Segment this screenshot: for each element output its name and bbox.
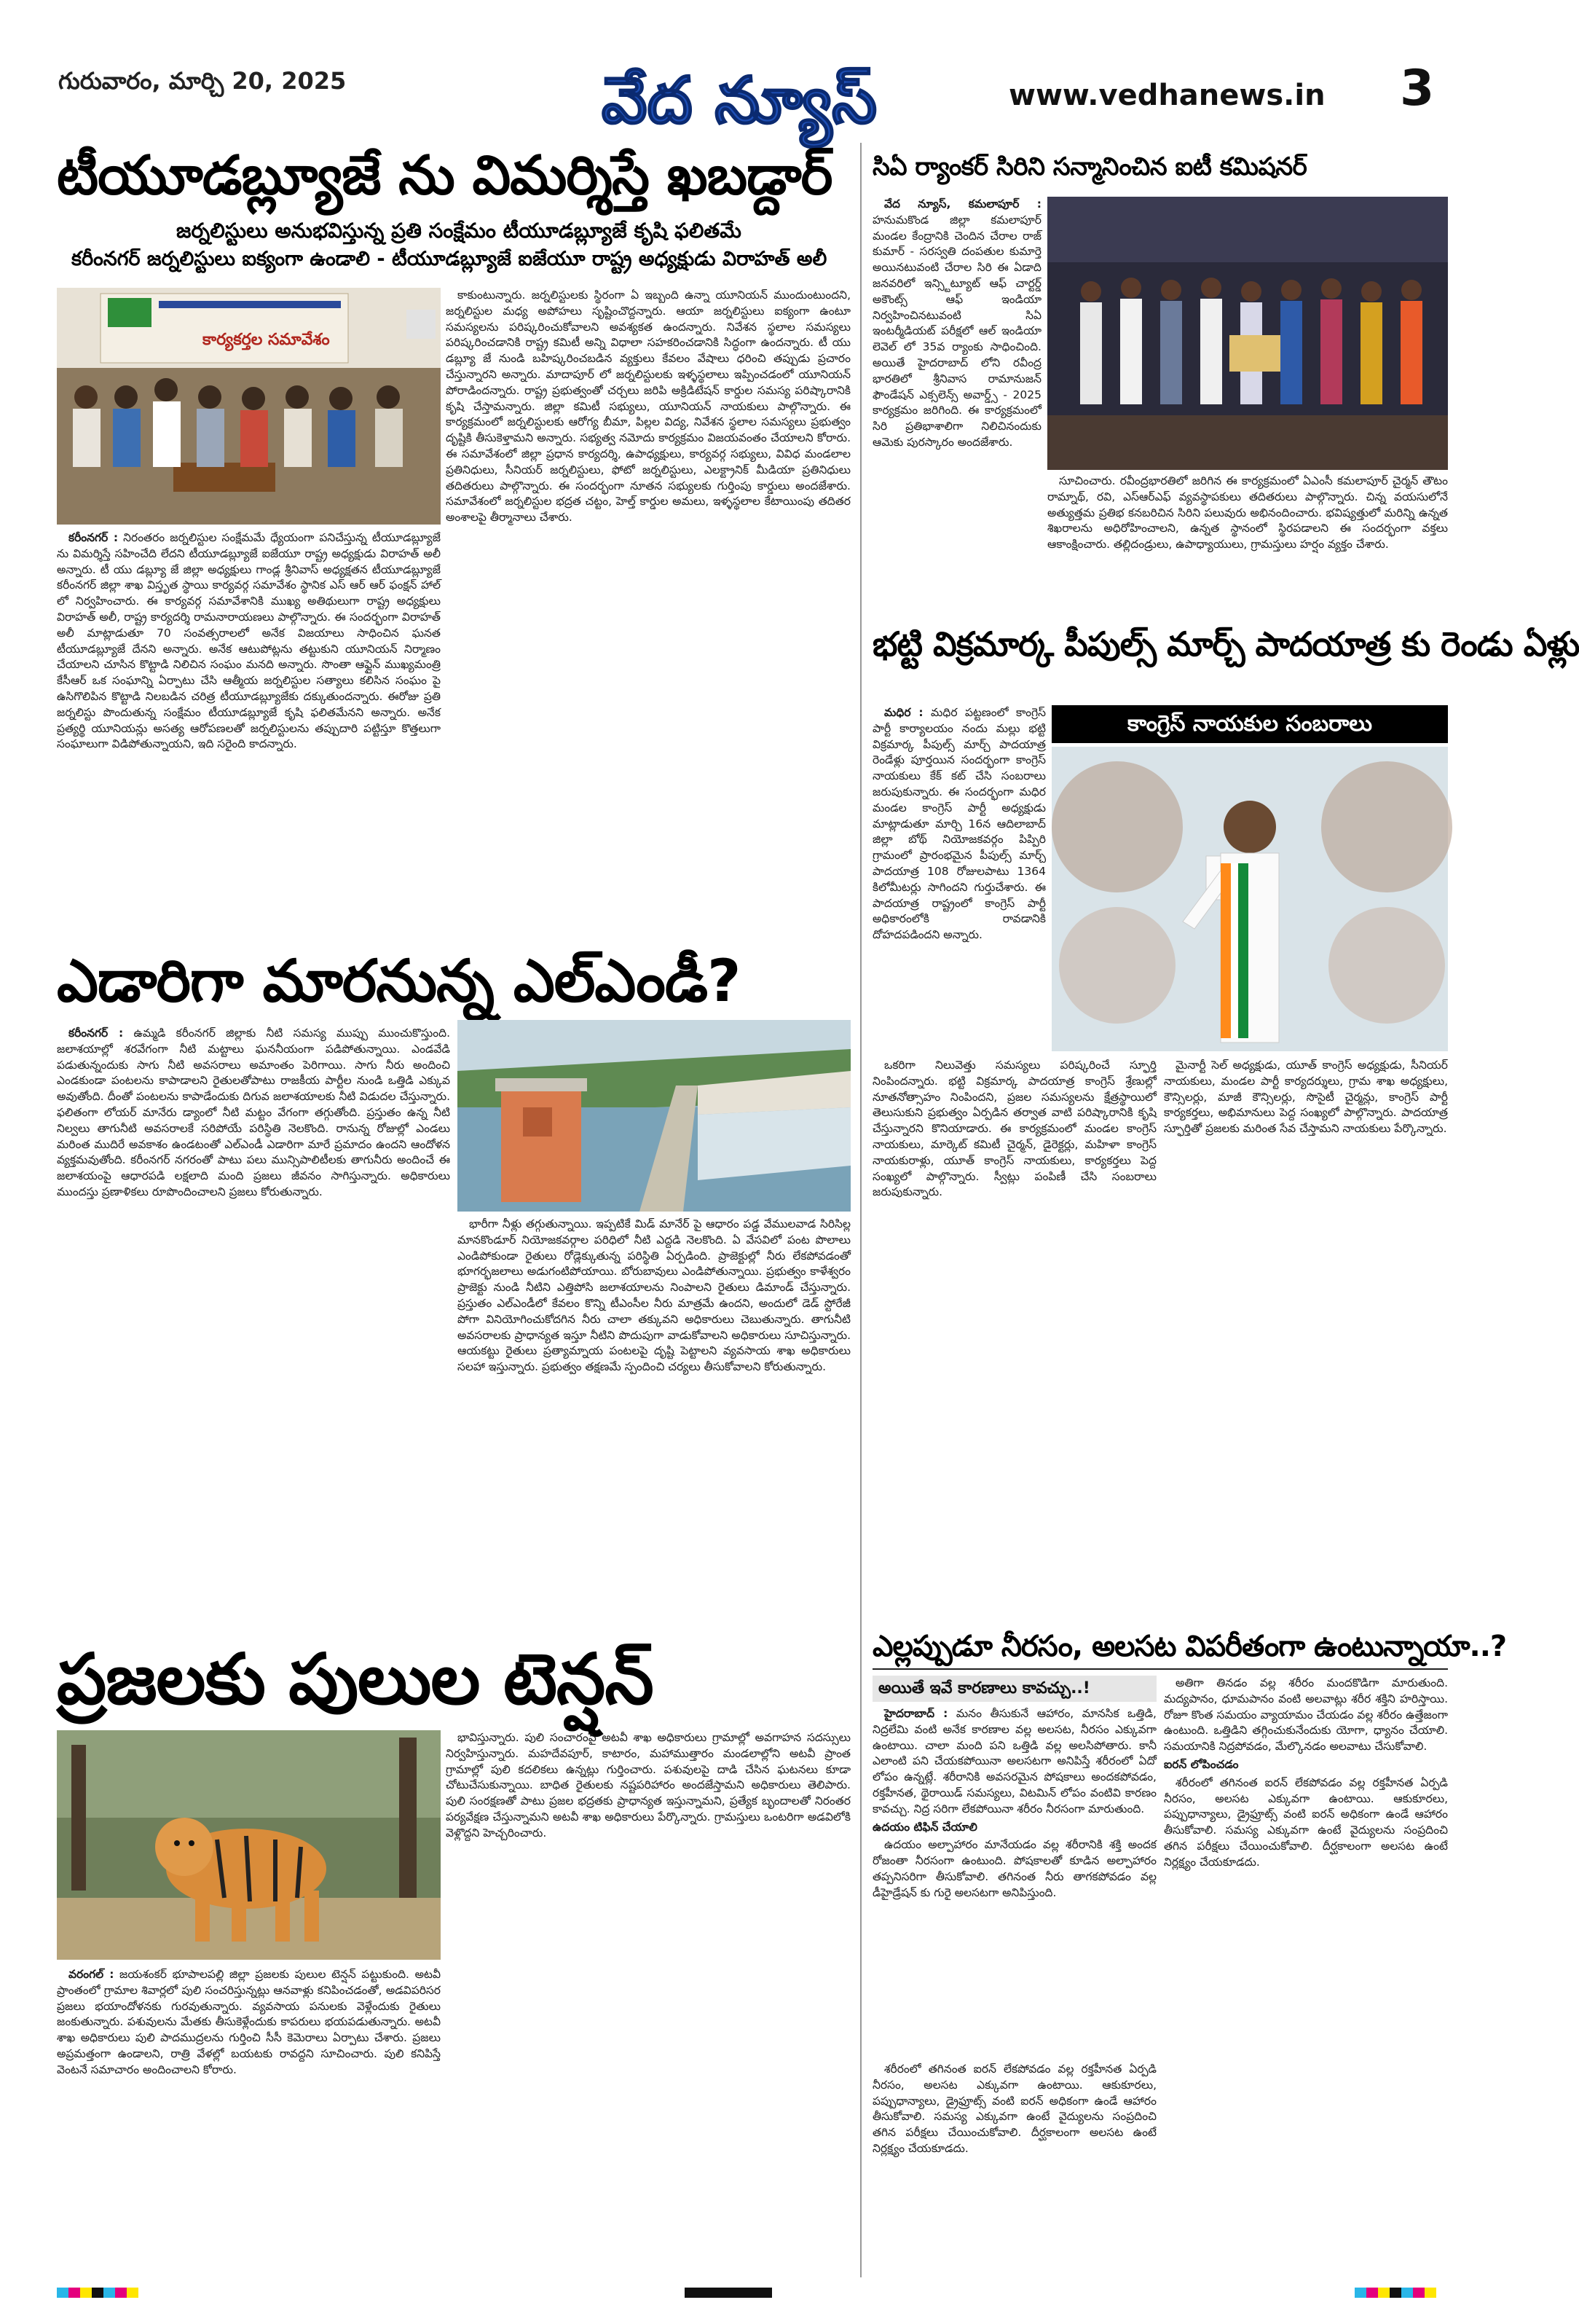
tuwj-meeting-photo: [57, 288, 441, 525]
fatigue-subhead: అయితే ఇవే కారణాలు కావచ్చు..!: [873, 1676, 1157, 1702]
color-swatch: [68, 2288, 80, 2298]
bhatti-banner-text: కాంగ్రెస్ నాయకుల సంబరాలు: [1127, 711, 1372, 737]
tuwj-body-column-1: కరీంనగర్ : నిరంతరం జర్నలిస్టుల సంక్షేమమే ధ్యేయంగా పనిచేస్తున్న టీయూడబ్ల్యూజే ను విమర్శిస్తే సహించేది లేదని టీయూడబ్ల్యూజే ఐజేయూ రాష్ట్ర అధ్యక్షుడు విరాహత్ అలీ అన్నారు. టీ యు డబ్ల్యూ జే జిల్లా అధ్యక్షులు గాండ్ల శ్రీనివాస్ అధ్యక్షతన టీయూడబ్ల్యూజే కరీంనగర్ జిల్లా శాఖ విస్తృత స్థాయి కార్యవర్గ సమావేశం స్థానిక ఎస్ ఆర్ ఆర్ ఫంక్షన్ హాల్ లో నిర్వహించారు. ఈ కార్యవర్గ సమావేశానికి ముఖ్య అతిథులుగా రాష్ట్ర అధ్యక్షులు విరాహత్ అలీ, రాష్ట్ర కార్యదర్శి రామనారాయణలు పాల్గొన్నారు. ఈ సందర్భంగా విరాహత్ అలీ మాట్లాడుతూ 70 సంవత్సరాలలో అనేక విజయాలు సాధించిన ఘనత టీయూడబ్ల్యూజే దేనని అన్నారు. అనేక ఆటుపోట్లను తట్టుకుని యూనియన్ నిర్మాణం చేయాలని చూసిన కొట్టాడి నిలిచిన సంఘం మనది అన్నారు. సొంతా ఆఫ్లైన్ ముఖ్యమంత్రి కేసీఆర్ ఒక సంఘాన్ని ఏర్పాటు చేసి ఆత్మీయ జర్నలిస్టుల సత్యాలు కలిసిన సంఘం పై ఉసిగొలిపిన కొట్టాడి నిలబడిన చరిత్ర టీయూడబ్ల్యూజేకు దక్కుతుందన్నారు. ఈరోజు ప్రతి జర్నలిస్టు పొందుతున్న సంక్షేమం టీయూడబ్ల్యూజే కృషి ఫలితమేనని అన్నారు. అనేక ప్రత్యర్థి యూనియన్లు అసత్య ఆరోపణలతో జర్నలిస్టులను తప్పుదారి పట్టిస్తూ కొత్తలుగా సంఘాలుగా విడిపోతున్నాయని, ఇది సరైంది కాదన్నారు.: [57, 531, 441, 751]
itcomm-headline: సిఏ ర్యాంకర్ సిరిని సన్మానించిన ఐటీ కమిషనర్: [873, 152, 1307, 181]
color-swatch: [1378, 2288, 1390, 2298]
color-swatch: [92, 2288, 103, 2298]
fatigue-sub-iron: ఐరన్ లోపించడం: [1164, 1757, 1239, 1771]
column-divider: [860, 143, 862, 2277]
color-swatch: [80, 2288, 92, 2298]
black-registration-bar: [685, 2288, 772, 2298]
logo-text: వేద న్యూస్: [602, 63, 877, 138]
lmd-headline: ఎడారిగా మారనున్న ఎల్ఎండీ?: [57, 947, 741, 1015]
color-registration-strip-left: [57, 2288, 138, 2298]
fatigue-headline: ఎల్లప్పుడూ నీరసం, అలసట విపరీతంగా ఉంటున్నాయా..?: [873, 1630, 1507, 1663]
bhatti-body-column-3: మైనార్టీ సెల్ అధ్యక్షుడు, యూత్ కాంగ్రెస్ అధ్యక్షుడు, సీనియర్ నాయకులు, మండల పార్టీ కార్యదర్శులు, గ్రామ శాఖ అధ్యక్షులు, కౌన్సిలర్లు, మాజీ కౌన్సిలర్లు, సొసైటీ చైర్మన్లు, కాంగ్రెస్ పార్టీ కార్యకర్తలు, అభిమానులు పెద్ద సంఖ్యలో పాల్గొన్నారు. పాదయాత్ర స్ఫూర్తితో ప్రజలకు మరింత సేవ చేస్తామని నాయకులు పేర్కొన్నారు.: [1164, 1059, 1448, 1136]
issue-date: గురువారం, మార్చి 20, 2025: [58, 67, 347, 95]
bhatti-portrait-photo: [1052, 747, 1448, 1051]
color-swatch: [1413, 2288, 1425, 2298]
color-swatch: [1401, 2288, 1413, 2298]
tiger-photo: [57, 1730, 441, 1960]
fatigue-body-column-2: అతిగా తినడం వల్ల శరీరం మందకొడిగా మారుతుంది. మద్యపానం, ధూమపానం వంటి అలవాట్లు శరీర శక్తిని హరిస్తాయి. రోజూ కొంత సమయం వ్యాయామం చేయడం వల్ల శరీరం ఉత్తేజంగా ఉంటుంది. ఒత్తిడిని తగ్గించుకునేందుకు యోగా, ధ్యానం చేయాలి. సమయానికి నిద్రపోవడం, మేల్కొనడం అలవాటు చేసుకోవాలి. ఐరన్ లోపించడం శరీరంలో తగినంత ఐరన్ లేకపోవడం వల్ల రక్తహీనత ఏర్పడి నీరసం, అలసట ఎక్కువగా ఉంటాయి. ఆకుకూరలు, పప్పుధాన్యాలు, డ్రైఫ్రూట్స్ వంటి ఐరన్ అధికంగా ఉండే ఆహారం తీసుకోవాలి. సమస్య ఎక్కువగా ఉంటే వైద్యులను సంప్రదించి తగిన పరీక్షలు చేయించుకోవాలి. దీర్ఘకాలంగా అలసట ఉంటే నిర్లక్ష్యం చేయకూడదు.: [1164, 1676, 1448, 1869]
color-registration-strip-right: [1355, 2288, 1436, 2298]
meeting-banner-text: కార్యకర్తల సమావేశం: [202, 331, 330, 349]
color-swatch: [1425, 2288, 1436, 2298]
newspaper-logo: [583, 50, 896, 141]
lmd-dam-photo: [457, 1020, 851, 1212]
tuwj-subhead-2: కరీంనగర్ జర్నలిస్టులు ఐక్యంగా ఉండాలి - టీయూడబ్ల్యూజే ఐజేయూ రాష్ట్ర అధ్యక్షుడు విరాహత్ అలీ: [71, 248, 827, 270]
website-url[interactable]: www.vedhanews.in: [1009, 79, 1326, 112]
tigers-headline: ప్రజలకు పులుల టెన్షన్: [57, 1638, 653, 1720]
fatigue-divider: [873, 1668, 1448, 1670]
color-swatch: [1390, 2288, 1401, 2298]
color-swatch: [103, 2288, 115, 2298]
tuwj-headline: టీయూడబ్ల్యూజే ను విమర్శిస్తే ఖబడ్దార్: [57, 144, 832, 207]
page-number: 3: [1400, 60, 1435, 117]
tigers-body-column-1: వరంగల్ : జయశంకర్ భూపాలపల్లి జిల్లా ప్రజలకు పులుల టెన్షన్ పట్టుకుంది. అటవీ ప్రాంతంలో గ్రామాల శివార్లలో పులి సంచరిస్తున్నట్లు ఆనవాళ్లు కనిపించడంతో, అడవిపరిసర ప్రజలు భయాందోళనకు గురవుతున్నారు. వ్యవసాయ పనులకు వెళ్లేందుకు రైతులు జంకుతున్నారు. పశువులను మేతకు తీసుకెళ్లేందుకు కాపరులు భయపడుతున్నారు. అటవీ శాఖ అధికారులు పులి పాదముద్రలను గుర్తించి సీసీ కెమెరాలు ఏర్పాటు చేశారు. ప్రజలు అప్రమత్తంగా ఉండాలని, రాత్రి వేళల్లో బయటకు రావద్దని సూచించారు. పులి కనిపిస్తే వెంటనే సమాచారం అందించాలని కోరారు.: [57, 1968, 441, 2076]
itcomm-body-top: వేద న్యూస్, కమలాపూర్ : హనుమకొండ జిల్లా కమలాపూర్ మండల కేంద్రానికి చెందిన చేరాల రాజ్ కుమార్ - సరస్వతి దంపతుల కుమార్తె అయినటువంటి చేరాల సిరి ఈ ఏడాది జనవరిలో ఇన్స్టిట్యూట్ ఆఫ్ చార్టర్డ్ అకౌంట్స్ ఆఫ్ ఇండియా నిర్వహించినటువంటి సిఏ ఇంటర్మీడియట్ పరీక్షలో ఆల్ ఇండియా లెవెల్ లో 35వ ర్యాంకు సాధించింది. అయితే హైదరాబాద్ లోని రవీంద్ర భారతిలో శ్రీనివాస రామానుజన్ ఫౌండేషన్ ఎక్సలెన్స్ అవార్డ్స్ - 2025 కార్యక్రమం జరిగింది. ఈ కార్యక్రమంలో సిరి ప్రతిభాశాలిగా నిలిచినందుకు ఆమెకు పురస్కారం అందజేశారు.: [873, 197, 1041, 449]
color-swatch: [115, 2288, 127, 2298]
bhatti-banner: [1052, 705, 1448, 743]
fatigue-body-column-1: హైదరాబాద్ : మనం తీసుకునే ఆహారం, మానసిక ఒత్తిడి, నిద్రలేమి వంటి అనేక కారణాల వల్ల అలసట, నీరసం ఎక్కువగా ఉంటాయి. చాలా మంది పని ఒత్తిడి వల్ల అలసిపోతారు. కానీ ఎలాంటి పని చేయకపోయినా అలసటగా అనిపిస్తే శరీరంలో ఏదో లోపం ఉన్నట్లే. శరీరానికి అవసరమైన పోషకాలు అందకపోవడం, రక్తహీనత, థైరాయిడ్ సమస్యలు, విటమిన్ లోపం వంటివి కారణం కావచ్చు. నిద్ర సరిగా లేకపోయినా శరీరం నీరసంగా మారుతుంది. ఉదయం టిఫిన్ చేయాలి ఉదయం అల్పాహారం మానేయడం వల్ల శరీరానికి శక్తి అందక రోజంతా నీరసంగా ఉంటుంది. పోషకాలతో కూడిన అల్పాహారం తప్పనిసరిగా తీసుకోవాలి. తగినంత నీరు తాగకపోవడం వల్ల డీహైడ్రేషన్ కు గురై అలసటగా అనిపిస్తుంది.: [873, 1707, 1157, 1899]
color-swatch: [127, 2288, 138, 2298]
fatigue-sub-breakfast: ఉదయం టిఫిన్ చేయాలి: [873, 1820, 977, 1834]
fatigue-body-column-1-cont: శరీరంలో తగినంత ఐరన్ లేకపోవడం వల్ల రక్తహీనత ఏర్పడి నీరసం, అలసట ఎక్కువగా ఉంటాయి. ఆకుకూరలు, పప్పుధాన్యాలు, డ్రైఫ్రూట్స్ వంటి ఐరన్ అధికంగా ఉండే ఆహారం తీసుకోవాలి. సమస్య ఎక్కువగా ఉంటే వైద్యులను సంప్రదించి తగిన పరీక్షలు చేయించుకోవాలి. దీర్ఘకాలంగా అలసట ఉంటే నిర్లక్ష్యం చేయకూడదు.: [873, 2062, 1157, 2155]
bhatti-body-column-1: మధిర : మధిర పట్టణంలో కాంగ్రెస్ పార్టీ కార్యాలయం నందు మల్లు భట్టి విక్రమార్క పీపుల్స్ మార్చ్ పాదయాత్ర రెండేళ్లు పూర్తయిన సందర్భంగా కాంగ్రెస్ నాయకులు కేక్ కట్ చేసి సంబరాలు జరుపుకున్నారు. ఈ సందర్భంగా మధిర మండల కాంగ్రెస్ పార్టీ అధ్యక్షుడు మాట్లాడుతూ మార్చి 16న ఆదిలాబాద్ జిల్లా బోథ్ నియోజకవర్గం పిప్పిరి గ్రామంలో ప్రారంభమైన పీపుల్స్ మార్చ్ పాదయాత్ర 108 రోజులపాటు 1364 కిలోమీటర్లు సాగిందని గుర్తుచేశారు. ఈ పాదయాత్ర రాష్ట్రంలో కాంగ్రెస్ పార్టీ అధికారంలోకి రావడానికి దోహదపడిందని అన్నారు.: [873, 706, 1046, 942]
color-swatch: [1355, 2288, 1366, 2298]
lmd-body-column-2: భారీగా నీళ్లు తగ్గుతున్నాయి. ఇప్పటికే మిడ్ మానేర్ పై ఆధారం పడ్డ వేములవాడ సిరిసిల్ల మానకొండూర్ నియోజకవర్గాల పరిధిలో నీటి ఎద్దడి నెలకొంది. ఏ వేసవిలో పంట పొలాలు ఎండిపోకుండా రైతులు రోడ్లెక్కుతున్న పరిస్థితి ఏర్పడింది. ప్రాజెక్టుల్లో నీరు లేకపోవడంతో భూగర్భజలాలు అడుగంటిపోయాయి. బోరుబావులు ఎండిపోతున్నాయి. ప్రభుత్వం కాళేశ్వరం ప్రాజెక్టు నుండి నీటిని ఎత్తిపోసి జలాశయాలను నింపాలని రైతులు డిమాండ్ చేస్తున్నారు. ప్రస్తుతం ఎల్ఎండీలో కేవలం కొన్ని టీఎంసీల నీరు మాత్రమే ఉందని, అందులో డెడ్ స్టోరేజీ పోగా వినియోగించుకోదగిన నీరు చాలా తక్కువని అధికారులు చెబుతున్నారు. తాగునీటి అవసరాలకు ప్రాధాన్యత ఇస్తూ నీటిని పొదుపుగా వాడుకోవాలని అధికారులు సూచిస్తున్నారు. ఆయకట్టు రైతులు ప్రత్యామ్నాయ పంటలపై దృష్టి పెట్టాలని వ్యవసాయ శాఖ అధికారులు సలహా ఇస్తున్నారు. ప్రభుత్వం తక్షణమే స్పందించి చర్యలు తీసుకోవాలని కోరుతున్నారు.: [457, 1217, 851, 1374]
tigers-body-column-2: భావిస్తున్నారు. పులి సంచారంపై అటవీ శాఖ అధికారులు గ్రామాల్లో అవగాహన సదస్సులు నిర్వహిస్తున్నారు. మహదేవపూర్, కాటారం, మహాముత్తారం మండలాల్లోని అటవీ ప్రాంత గ్రామాల్లో పులి కదలికలు ఉన్నట్లు గుర్తించారు. పశువులపై దాడి చేసిన ఘటనలు కూడా చోటుచేసుకున్నాయి. బాధిత రైతులకు నష్టపరిహారం అందజేస్తామని అధికారులు తెలిపారు. పులి సంరక్షణతో పాటు ప్రజల భద్రతకు ప్రాధాన్యత ఇస్తున్నామని, ప్రత్యేక బృందాలతో నిరంతర పర్యవేక్షణ చేస్తున్నామని అటవీ శాఖ అధికారులు పేర్కొన్నారు. గ్రామస్తులు ఒంటరిగా అడవిలోకి వెళ్లొద్దని హెచ్చరించారు.: [446, 1731, 851, 1840]
color-swatch: [57, 2288, 68, 2298]
tuwj-subhead-1: జర్నలిస్టులు అనుభవిస్తున్న ప్రతి సంక్షేమం టీయూడబ్ల్యూజే కృషి ఫలితమే: [176, 219, 741, 243]
itcomm-body-bottom-right: సూచించారు. రవీంద్రభారతిలో జరిగిన ఈ కార్యక్రమంలో ఏఎంసీ కమలాపూర్ చైర్మన్ తౌటం రామ్నాథ్, రవి, ఎస్ఆర్ఎఫ్ వ్యవస్థాపకులు తదితరులు పాల్గొన్నారు. చిన్న వయసులోనే అత్యుత్తమ ప్రతిభ కనబరిచిన సిరిని పలువురు అభినందించారు. భవిష్యత్తులో మరిన్ని ఉన్నత శిఖరాలను అధిరోహించాలని, ఉన్నత స్థానంలో స్థిరపడాలని ఈ సందర్భంగా వక్తలు ఆకాంక్షించారు. తల్లిదండ్రులు, ఉపాధ్యాయులు, గ్రామస్తులు హర్షం వ్యక్తం చేశారు.: [1047, 474, 1448, 551]
bhatti-headline: భట్టి విక్రమార్క పీపుల్స్ మార్చ్ పాదయాత్ర కు రెండు ఏళ్లు: [873, 624, 1579, 664]
color-swatch: [1366, 2288, 1378, 2298]
lmd-body-column-1: కరీంనగర్ : ఉమ్మడి కరీంనగర్ జిల్లాకు నీటి సమస్య ముప్పు ముంచుకొస్తుంది. జలాశయాల్లో శరవేగంగా నీటి మట్టాలు ఘననీయంగా పడిపోతున్నాయి. ఎండవేడి పడుతున్నందుకు సాగు నీటి అవసరాలు అమాంతం పెరిగాయి. సాగు నీరు అందించి ఎండకుండా పంటలను కాపాడాలని రైతులతోపాటు రాజకీయ పార్టీల నుండి ఒత్తిడి ఎక్కువ అవుతోంది. దీంతో పంటలను కాపాడేందుకు దిగువ జలాశయాలకు నీటి విడుదల చేస్తున్నారు. ఫలితంగా లోయర్ మానేరు డ్యాంలో నీటి మట్టం వేగంగా తగ్గుతోంది. ప్రస్తుతం ఉన్న నీటి నిల్వలు తాగునీటి అవసరాలకే సరిపోయే పరిస్థితి నెలకొంది. రానున్న రోజుల్లో ఎండలు మరింత ముదిరే అవకాశం ఉండటంతో ఎల్ఎండీ ఎడారిగా మారే ప్రమాదం ఉందని ఆందోళన వ్యక్తమవుతోంది. కరీంనగర్ నగరంతో పాటు పలు మున్సిపాలిటీలకు తాగునీరు అందించే ఈ జలాశయంపై ఆధారపడి లక్షలాది మంది ప్రజలు జీవనం సాగిస్తున్నారు. అధికారులు ముందస్తు ప్రణాళికలు రూపొందించాలని ప్రజలు కోరుతున్నారు.: [57, 1026, 450, 1198]
bhatti-body-column-2: ఒకరిగా నిలువెత్తు సమస్యలు పరిష్కరించే స్ఫూర్తి నింపిందన్నారు. భట్టి విక్రమార్క పాదయాత్ర కాంగ్రెస్ శ్రేణుల్లో నూతనోత్సాహం నింపిందని, ప్రజల సమస్యలను క్షేత్రస్థాయిలో తెలుసుకుని ప్రభుత్వం ఏర్పడిన తర్వాత వాటి పరిష్కారానికి కృషి చేస్తున్నారని కొనియాడారు. ఈ కార్యక్రమంలో మండల కాంగ్రెస్ నాయకులు, మార్కెట్ కమిటీ చైర్మన్, డైరెక్టర్లు, మహిళా కాంగ్రెస్ నాయకురాళ్లు, యూత్ కాంగ్రెస్ నాయకులు, కార్యకర్తలు పెద్ద సంఖ్యలో పాల్గొన్నారు. స్వీట్లు పంపిణీ చేసి సంబరాలు జరుపుకున్నారు.: [873, 1059, 1157, 1199]
itcomm-award-photo: [1047, 197, 1448, 470]
tuwj-body-column-2: కాకుంటున్నారు. జర్నలిస్టులకు స్థిరంగా ఏ ఇబ్బంది ఉన్నా యూనియన్ ముందుంటుందని, జర్నలిస్టుల మధ్య అపోహలు సృష్టించొద్దన్నారు. ఆయా జర్నలిస్టులు ఐక్యంగా ఉంటూ సమస్యలను పరిష్కరించుకోవాలని అవశ్యకత ఉందన్నారు. నివేశన స్థలాల సమస్యలు పరిష్కరించడానికి రాష్ట్ర కమిటీ అన్ని విధాలా సహకరించడానికి సిద్ధంగా ఉందన్నారు. టీ యు డబ్ల్యూ జే నుండి బహిష్కరించబడిన వ్యక్తులు కేవలం వేషాలు ధరించి తప్పుడు ప్రచారం చేస్తున్నారని అన్నారు. మాదాపూర్ లో జర్నలిస్టులకు ఇళ్ళస్థలాలు ఇప్పించడంలో యూనియన్ పోరాడిందన్నారు. రాష్ట్ర ప్రభుత్వంతో చర్చలు జరిపి అక్రిడిటేషన్ కార్డుల సమస్య పరిష్కారానికి కృషి చేస్తామన్నారు. జిల్లా కమిటీ సభ్యులు, యూనియన్ నాయకులు పాల్గొన్నారు. ఈ కార్యక్రమంలో జర్నలిస్టులకు ఆరోగ్య బీమా, పిల్లల విద్య, నివేశన స్థలాల సమస్యలు ప్రభుత్వం దృష్టికి తీసుకెళ్తామని అన్నారు. సభ్యత్వ నమోదు కార్యక్రమం విజయవంతం చేయాలని కోరారు. ఈ సమావేశంలో జిల్లా ప్రధాన కార్యదర్శి, ఉపాధ్యక్షులు, కార్యవర్గ సభ్యులు, వివిధ మండలాల ప్రతినిధులు, సీనియర్ జర్నలిస్టులు, ఫోటో జర్నలిస్టులు, ఎలక్ట్రానిక్ మీడియా ప్రతినిధులు తదితరులు పాల్గొన్నారు. ఈ సందర్భంగా నూతన సభ్యులకు గుర్తింపు కార్డులు అందజేశారు. సమావేశంలో జర్నలిస్టుల భద్రత చట్టం, హెల్త్ కార్డుల అమలు, ఇళ్ళస్థలాల కేటాయింపు తదితర అంశాలపై తీర్మానాలు చేశారు.: [446, 288, 851, 525]
